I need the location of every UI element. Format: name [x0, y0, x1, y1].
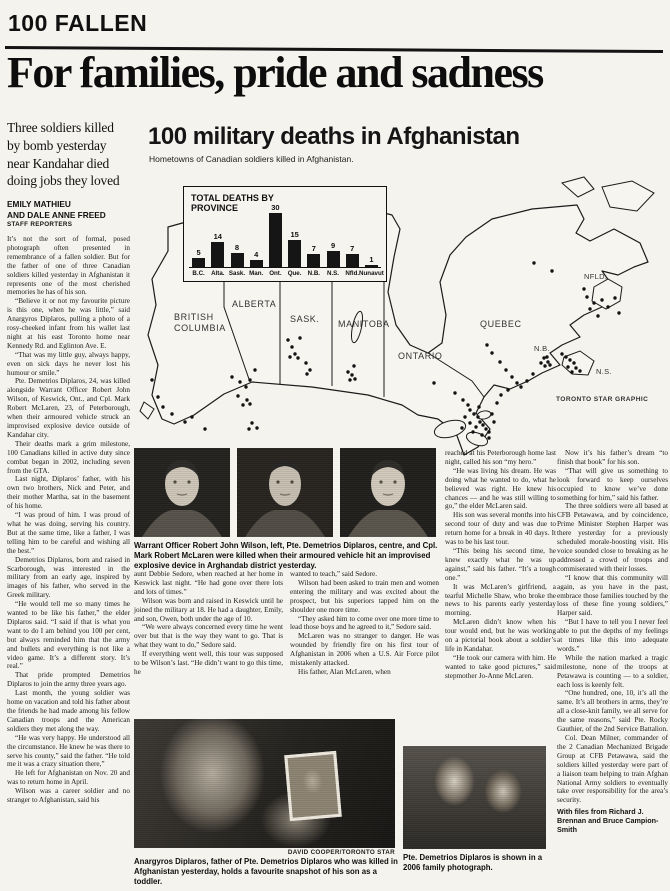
paragraph: “He was living his dream. He was doing what he wanted to do, what he believed was right. He knew his chances — and he was still willing to go,” the elder McLaren said.	[445, 466, 556, 511]
chart-bar-N.S.: 9 N.S.	[326, 240, 340, 277]
portrait-wilson	[134, 448, 230, 537]
paragraph: Their deaths mark a grim milestone, 100 Canadians killed in active duty since combat began in 2002, including seven from the GTA.	[7, 439, 130, 475]
paragraph: He left for Afghanistan on Nov. 20 and was to return home in April.	[7, 769, 130, 787]
paragraph: “That will give us something to look forward to keep ourselves occupied to know we’ve done something for him,” said his father.	[557, 466, 668, 502]
label-nb: N.B.	[534, 344, 550, 353]
paragraph: aunt Debbie Sedore, when reached at her home in Keswick last night. “He had gone over there lots and lots of times.”	[134, 570, 283, 596]
photo-credit: DAVID COOPER/TORONTO STAR	[287, 849, 395, 856]
article-column-2	[134, 570, 283, 677]
paragraph: “Believe it or not my favourite picture is this one, when he was little,” said Anargyros Diplaros, pulling a photo of a rosy-cheeked infant from his wallet last night at his east Toronto home near Kennedy Rd. and Eglinton Ave. E.	[7, 297, 130, 350]
paragraph: It was McLaren’s girlfriend, a tearful Michelle Shaw, who broke the news to his parents early yesterday morning.	[445, 582, 556, 618]
chart-bar-Alta.: 14 Alta.	[211, 231, 225, 277]
paragraph: If everything went well, this tour was supposed to be Wilson’s last. “He didn’t want to go this time, he	[134, 650, 283, 676]
paragraph: That pride prompted Demetrios Diplaros to join the army three years ago.	[7, 671, 130, 689]
files-tagline: With files from Richard J. Brennan and Bruce Campion-Smith	[557, 807, 659, 835]
graphic-subtitle: Hometowns of Canadian soldiers killed in Afghanistan.	[149, 154, 354, 164]
chart-bar-N.B.: 7 N.B.	[307, 244, 320, 277]
label-manitoba: MANITOBA	[338, 319, 390, 329]
paragraph: “This being his second time, he knew exactly what he was up against,” said his father. “It’s a tough one.”	[445, 546, 556, 582]
label-british-columbia-2: COLUMBIA	[174, 323, 226, 333]
deaths-by-province-chart	[183, 186, 387, 282]
paragraph: Col. Dean Milner, commander of the 2 Canadian Mechanized Brigade Group at CFB Petawawa, said the soldiers killed yesterday were part of a liaison team helping to train Afghan National Army soldiers to eventually take over responsibility for the area’s security.	[557, 734, 668, 805]
paragraph: Wilson was born and raised in Keswick until he joined the military at 18. He had a daughter, Emily, and son, Owen, both under the age of 10.	[134, 596, 283, 623]
paragraph: Now it’s his father’s dream “to finish that book” for his son.	[557, 449, 668, 466]
chart-bar-Nfld.: 7 Nfld.	[345, 244, 360, 277]
paragraph: His father, Alan McLaren, when	[298, 667, 391, 676]
chart-bar-Que.: 15 Que.	[287, 230, 302, 277]
paragraph: “One hundred, one, 10, it’s all the same. It’s all brothers in arms, they’re all a close-knit family, we all serve for the same reasons,” said Pte. Rocky Gauthier, of the 2nd Service Battalion.	[557, 689, 668, 734]
father-photo-caption: Anargyros Diplaros, father of Pte. Demetrios Diplaros who was killed in Afghanistan yesterday, holds a favourite snapshot of his son as a toddler.	[134, 857, 398, 887]
paragraph: Pte. Demetrios Diplaros, 24, was killed alongside Warrant Officer Robert John Wilson, of Keswick, Ont., and Cpl. Mark Robert McLaren, 23, of Peterborough, when their armoured vehicle struck an improvised explosive device outside of Kandahar city.	[7, 377, 130, 439]
article-column-5-text	[557, 449, 668, 805]
article-column-4	[445, 449, 556, 681]
portrait-silhouette	[134, 448, 230, 537]
label-alberta: ALBERTA	[232, 299, 277, 309]
paragraph: “I was proud of him. I was proud of what he was doing, serving his country. But at the same time, like a father, I was telling him to be careful and wishing all the best.”	[7, 511, 130, 555]
paragraph: “He took our camera with him. He wanted to take good pictures,” said stepmother Jo-Anne McLaren.	[445, 653, 556, 680]
chart-bar-Ont.: 30 Ont.	[269, 203, 282, 277]
paragraph: The three soldiers were all based at CFB Petawawa, and by coincidence, Prime Minister Stephen Harper was there yesterday for a previously scheduled morale-boosting visit. His voice sounded close to breaking as he addressed a crowd of troops and commiserated with their losses.	[557, 502, 668, 573]
portrait-diplaros	[237, 448, 333, 537]
chart-bars	[189, 199, 384, 277]
byline-line-1: EMILY MATHIEU	[7, 199, 71, 210]
family-photo	[403, 746, 546, 849]
paragraph: While the nation marked a tragic milestone, none of the troops at Petawawa is counting — to a soldier, each loss is keenly felt.	[557, 653, 668, 689]
chart-title: TOTAL DEATHS BY PROVINCE	[191, 193, 274, 214]
section-kicker: 100 FALLEN	[8, 10, 148, 36]
article-column-5	[557, 449, 668, 834]
paragraph: Last night, Diplaros’ father, with his own two brothers, Nick and Peter, and their mother Martha, sat in the basement of his home.	[7, 475, 130, 511]
portrait-mclaren	[340, 448, 436, 537]
paragraph: Last month, the young soldier was home on vacation and told his father about the friends he had made among his fellow Canadian troops and the American soldiers they met along the way.	[7, 689, 130, 733]
label-sask: SASK.	[290, 314, 320, 324]
paragraph: “He would tell me so many times he wanted to be like his father,” the elder Diplaros said. “I said if that is what you want to do I am behind you 100 per cent, but always reminded him that the army and bullets and everything is not like a video game. It’s a different story. It’s real.”	[7, 600, 130, 671]
left-column	[7, 119, 130, 805]
byline	[7, 199, 130, 220]
paragraph: “But I have to tell you I never feel able to put the depths of my feelings at times like this into adequate words.”	[557, 618, 668, 653]
paragraph: “He was very happy. He understood all the circumstance. He knew he was there to serve his county,” said the father. “He told me it was a crazy situation there,”	[7, 733, 130, 769]
father-photo	[134, 719, 395, 848]
portraits-caption: Warrant Officer Robert John Wilson, left, Pte. Demetrios Diplaros, centre, and Cpl. Mark Robert McLaren were killed when their armoured vehicle hit an improvised explosive device in Arghandab district yesterday.	[134, 541, 438, 571]
paragraph: Wilson had been asked to train men and women entering the military and was excited about the prospect, but his superiors tapped him on the shoulder one more time.	[290, 578, 439, 614]
label-nfld: NFLD.	[584, 272, 608, 281]
graphic-credit: TORONTO STAR GRAPHIC	[556, 396, 649, 403]
paragraph: It’s not the sort of formal, posed photograph often presented in remembrance of a fallen soldier. But for the father of one of three Canadian soldiers killed yesterday in Afghanistan it represents one of the most cherished memories he has of his son.	[7, 234, 130, 297]
chart-bar-B.C.: 5 B.C.	[192, 248, 205, 277]
paragraph: McLaren didn’t know when his tour would end, but he was working on a pictorial book about a soldier’s life in Kandahar.	[445, 618, 556, 653]
soldier-portraits	[134, 448, 436, 537]
article-column-3	[290, 570, 439, 677]
paragraph: “I know that this community will again, as you have in the past, embrace those families touched by the loss of these fine young soldiers,” Harper said.	[557, 573, 668, 618]
chart-bar-Sask.: 8 Sask.	[228, 242, 246, 277]
label-quebec: QUEBEC	[480, 319, 522, 329]
paragraph: wanted to teach,” said Sedore.	[290, 570, 378, 578]
paragraph: “They asked him to come over one more time to lead those boys and he agreed to it,” Sedore said.	[290, 614, 439, 632]
paragraph: McLaren was no stranger to danger. He was wounded by friendly fire on his first tour of Afghanistan in 2006 when a U.S. Air Force pilot mistakenly attacked.	[290, 632, 439, 668]
paragraph: reached at his Peterborough home last night, called his son “my hero.”	[445, 449, 556, 466]
vancouver-island	[140, 402, 154, 419]
paragraph: “We were always concerned every time he went over but that is the way they want to go. That is what they want to do,” Sedore said.	[134, 623, 283, 650]
deck-subhead: Three soldiers killed by bomb yesterday near Kandahar died doing jobs they loved	[7, 120, 120, 189]
chart-bar-Nunavut: 1 Nunavut	[359, 255, 384, 277]
label-british-columbia-1: BRITISH	[174, 312, 214, 322]
chart-bar-Man.: 4 Man.	[249, 249, 264, 277]
main-headline: For families, pride and sadness	[7, 48, 543, 97]
graphic-title: 100 military deaths in Afghanistan	[148, 123, 520, 150]
nova-scotia-island	[562, 351, 594, 375]
family-photo-caption: Pte. Demetrios Diplaros is shown in a 2006 family photograph.	[403, 853, 543, 873]
byline-role: STAFF REPORTERS	[7, 220, 73, 228]
label-ontario: ONTARIO	[398, 351, 443, 361]
paragraph: “That was my little guy, always happy, even on sick days he never lost his humour or smile.”	[7, 350, 130, 377]
label-ns: N.S.	[596, 367, 612, 376]
portrait-silhouette	[237, 448, 333, 537]
paragraph: His son was several months into his second tour of duty and was due to return home for a break in 40 days. It was to be his last tour.	[445, 511, 557, 547]
article-column-1	[7, 235, 130, 805]
toddler-snapshot	[284, 751, 342, 821]
portrait-silhouette	[340, 448, 436, 537]
paragraph: Wilson was a career soldier and no stranger to Afghanistan, said his	[7, 787, 130, 805]
paragraph: Demetrios Diplaros, born and raised in Scarborough, was interested in the military from an early age, inspired by images of his father, who served in the Greek military.	[7, 555, 130, 600]
byline-line-2: AND DALE ANNE FREED	[7, 209, 106, 220]
